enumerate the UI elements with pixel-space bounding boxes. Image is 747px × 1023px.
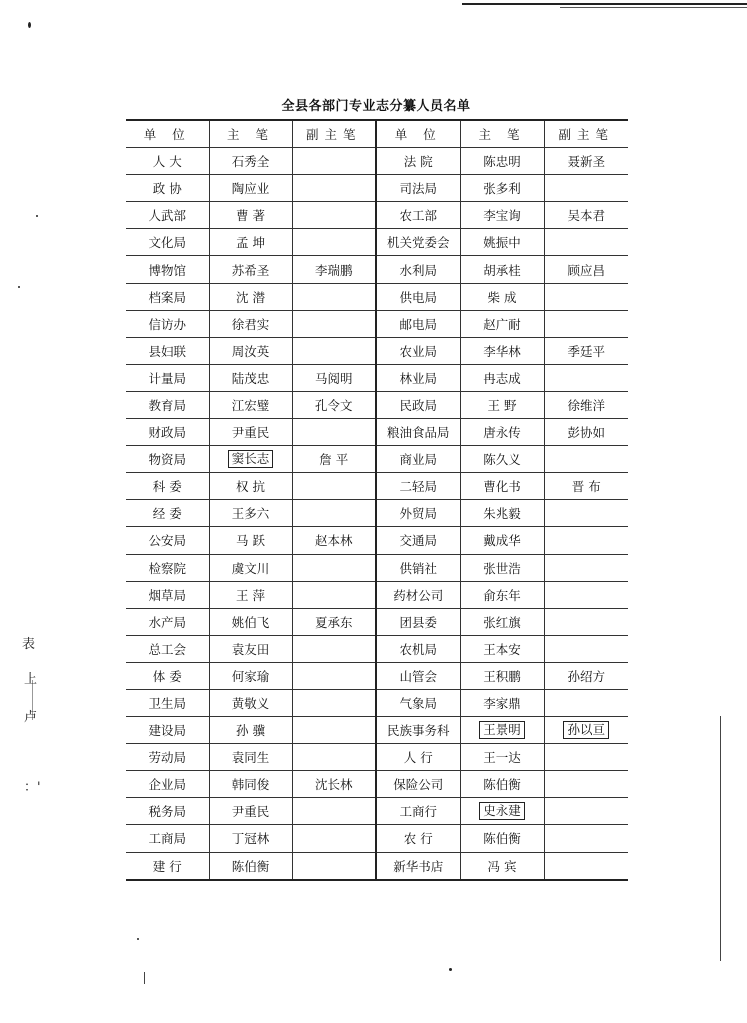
unit-cell: 博物馆 bbox=[126, 256, 209, 283]
table-row bbox=[126, 825, 628, 852]
unit-cell: 政 协 bbox=[126, 175, 209, 202]
unit-cell: 企业局 bbox=[126, 771, 209, 798]
deputy-writer-cell bbox=[292, 337, 376, 364]
deputy-writer-cell bbox=[292, 419, 376, 446]
deputy-writer-cell: 孔令文 bbox=[292, 391, 376, 418]
staff-table bbox=[126, 119, 628, 881]
unit-cell: 县妇联 bbox=[126, 337, 209, 364]
chief-writer-cell: 徐君实 bbox=[209, 310, 292, 337]
unit-cell: 信访办 bbox=[126, 310, 209, 337]
table-row bbox=[126, 608, 628, 635]
deputy-writer-cell bbox=[292, 283, 376, 310]
unit-cell: 卫生局 bbox=[126, 689, 209, 716]
table-row bbox=[126, 554, 628, 581]
chief-writer-cell bbox=[209, 446, 292, 473]
deputy-writer-cell bbox=[292, 310, 376, 337]
deputy-writer-cell bbox=[544, 364, 628, 391]
unit-cell: 药材公司 bbox=[376, 581, 460, 608]
deputy-writer-cell: 夏承东 bbox=[292, 608, 376, 635]
unit-cell: 总工会 bbox=[126, 635, 209, 662]
page-title: 全县各部门专业志分纂人员名单 bbox=[281, 99, 471, 114]
table-row bbox=[126, 148, 628, 175]
chief-writer-cell: 王 萍 bbox=[209, 581, 292, 608]
chief-writer-cell: 赵广耐 bbox=[460, 310, 544, 337]
deputy-writer-cell bbox=[292, 554, 376, 581]
chief-writer-cell: 陆茂忠 bbox=[209, 364, 292, 391]
chief-writer-cell: 陈伯衡 bbox=[460, 771, 544, 798]
scan-edge-line bbox=[462, 3, 747, 5]
deputy-writer-cell bbox=[292, 635, 376, 662]
chief-writer-cell: 何家瑜 bbox=[209, 662, 292, 689]
unit-cell: 新华书店 bbox=[376, 852, 460, 880]
column-header: 主 笔 bbox=[209, 120, 292, 148]
deputy-writer-cell bbox=[544, 852, 628, 880]
chief-writer-cell: 陈伯衡 bbox=[460, 825, 544, 852]
unit-cell: 科 委 bbox=[126, 473, 209, 500]
deputy-writer-cell bbox=[544, 527, 628, 554]
chief-writer-cell: 韩同俊 bbox=[209, 771, 292, 798]
margin-mark: ：' bbox=[24, 780, 41, 795]
chief-writer-cell: 黄敬义 bbox=[209, 689, 292, 716]
chief-writer-cell: 尹重民 bbox=[209, 419, 292, 446]
chief-writer-cell: 胡承桂 bbox=[460, 256, 544, 283]
scan-edge-line bbox=[560, 7, 747, 8]
deputy-writer-cell bbox=[544, 798, 628, 825]
chief-writer-cell: 袁同生 bbox=[209, 744, 292, 771]
unit-cell: 水利局 bbox=[376, 256, 460, 283]
unit-cell: 教育局 bbox=[126, 391, 209, 418]
chief-writer-cell: 俞东年 bbox=[460, 581, 544, 608]
chief-writer-cell: 孟 坤 bbox=[209, 229, 292, 256]
unit-cell: 团县委 bbox=[376, 608, 460, 635]
unit-cell: 气象局 bbox=[376, 689, 460, 716]
deputy-writer-cell bbox=[292, 852, 376, 880]
unit-cell: 商业局 bbox=[376, 446, 460, 473]
scan-edge-line bbox=[720, 716, 721, 961]
unit-cell: 农 行 bbox=[376, 825, 460, 852]
chief-writer-cell: 袁友田 bbox=[209, 635, 292, 662]
deputy-writer-cell bbox=[544, 689, 628, 716]
table-row bbox=[126, 473, 628, 500]
unit-cell: 文化局 bbox=[126, 229, 209, 256]
unit-cell: 农机局 bbox=[376, 635, 460, 662]
deputy-writer-cell: 聂新圣 bbox=[544, 148, 628, 175]
deputy-writer-cell bbox=[544, 310, 628, 337]
boxed-name: 史永建 bbox=[479, 802, 525, 820]
unit-cell: 粮油食品局 bbox=[376, 419, 460, 446]
chief-writer-cell: 权 抗 bbox=[209, 473, 292, 500]
margin-mark: 表 bbox=[22, 637, 36, 652]
deputy-writer-cell bbox=[292, 175, 376, 202]
deputy-writer-cell bbox=[292, 689, 376, 716]
unit-cell: 烟草局 bbox=[126, 581, 209, 608]
deputy-writer-cell bbox=[544, 608, 628, 635]
scan-speck bbox=[36, 215, 38, 217]
table-header-row bbox=[126, 120, 628, 148]
deputy-writer-cell: 徐维洋 bbox=[544, 391, 628, 418]
table-row bbox=[126, 202, 628, 229]
chief-writer-cell: 尹重民 bbox=[209, 798, 292, 825]
table-row bbox=[126, 310, 628, 337]
chief-writer-cell: 姚振中 bbox=[460, 229, 544, 256]
boxed-name: 孙以亘 bbox=[563, 721, 609, 739]
unit-cell: 体 委 bbox=[126, 662, 209, 689]
column-header: 单 位 bbox=[376, 120, 460, 148]
deputy-writer-cell bbox=[292, 581, 376, 608]
chief-writer-cell: 冯 宾 bbox=[460, 852, 544, 880]
chief-writer-cell: 李家鼎 bbox=[460, 689, 544, 716]
unit-cell: 邮电局 bbox=[376, 310, 460, 337]
chief-writer-cell: 王多六 bbox=[209, 500, 292, 527]
unit-cell: 人 行 bbox=[376, 744, 460, 771]
unit-cell: 司法局 bbox=[376, 175, 460, 202]
chief-writer-cell: 朱兆毅 bbox=[460, 500, 544, 527]
chief-writer-cell: 陈忠明 bbox=[460, 148, 544, 175]
deputy-writer-cell bbox=[544, 581, 628, 608]
chief-writer-cell: 陈久义 bbox=[460, 446, 544, 473]
table-row bbox=[126, 283, 628, 310]
deputy-writer-cell bbox=[544, 175, 628, 202]
deputy-writer-cell: 顾应昌 bbox=[544, 256, 628, 283]
table-row bbox=[126, 419, 628, 446]
chief-writer-cell: 周汝英 bbox=[209, 337, 292, 364]
deputy-writer-cell bbox=[292, 148, 376, 175]
chief-writer-cell: 孙 骥 bbox=[209, 717, 292, 744]
unit-cell: 水产局 bbox=[126, 608, 209, 635]
table-row bbox=[126, 771, 628, 798]
chief-writer-cell: 陈伯衡 bbox=[209, 852, 292, 880]
deputy-writer-cell: 马阅明 bbox=[292, 364, 376, 391]
unit-cell: 工商局 bbox=[126, 825, 209, 852]
deputy-writer-cell bbox=[292, 202, 376, 229]
unit-cell: 计量局 bbox=[126, 364, 209, 391]
chief-writer-cell: 李华林 bbox=[460, 337, 544, 364]
table-row bbox=[126, 229, 628, 256]
table-row bbox=[126, 391, 628, 418]
chief-writer-cell: 沈 潜 bbox=[209, 283, 292, 310]
deputy-writer-cell: 季廷平 bbox=[544, 337, 628, 364]
chief-writer-cell: 张世浩 bbox=[460, 554, 544, 581]
unit-cell: 税务局 bbox=[126, 798, 209, 825]
column-header: 主 笔 bbox=[460, 120, 544, 148]
table-row bbox=[126, 175, 628, 202]
scan-speck bbox=[449, 968, 452, 971]
deputy-writer-cell: 沈长林 bbox=[292, 771, 376, 798]
deputy-writer-cell bbox=[544, 229, 628, 256]
chief-writer-cell: 张多利 bbox=[460, 175, 544, 202]
table-row bbox=[126, 581, 628, 608]
unit-cell: 农业局 bbox=[376, 337, 460, 364]
deputy-writer-cell bbox=[544, 446, 628, 473]
chief-writer-cell bbox=[460, 717, 544, 744]
chief-writer-cell: 姚伯飞 bbox=[209, 608, 292, 635]
chief-writer-cell: 王本安 bbox=[460, 635, 544, 662]
boxed-name: 王景明 bbox=[479, 721, 525, 739]
unit-cell: 财政局 bbox=[126, 419, 209, 446]
chief-writer-cell: 李宝询 bbox=[460, 202, 544, 229]
deputy-writer-cell bbox=[544, 635, 628, 662]
deputy-writer-cell bbox=[292, 744, 376, 771]
deputy-writer-cell bbox=[292, 229, 376, 256]
unit-cell: 物资局 bbox=[126, 446, 209, 473]
chief-writer-cell: 张红旗 bbox=[460, 608, 544, 635]
unit-cell: 法 院 bbox=[376, 148, 460, 175]
chief-writer-cell: 马 跃 bbox=[209, 527, 292, 554]
chief-writer-cell: 江宏璧 bbox=[209, 391, 292, 418]
unit-cell: 建 行 bbox=[126, 852, 209, 880]
table-row bbox=[126, 256, 628, 283]
scan-speck bbox=[28, 22, 31, 28]
table-row bbox=[126, 662, 628, 689]
deputy-writer-cell bbox=[544, 717, 628, 744]
unit-cell: 人 大 bbox=[126, 148, 209, 175]
chief-writer-cell: 苏希圣 bbox=[209, 256, 292, 283]
unit-cell: 民族事务科 bbox=[376, 717, 460, 744]
margin-mark: 上 bbox=[24, 672, 38, 687]
unit-cell: 人武部 bbox=[126, 202, 209, 229]
table-row bbox=[126, 689, 628, 716]
unit-cell: 交通局 bbox=[376, 527, 460, 554]
deputy-writer-cell bbox=[544, 283, 628, 310]
unit-cell: 林业局 bbox=[376, 364, 460, 391]
deputy-writer-cell: 赵本林 bbox=[292, 527, 376, 554]
chief-writer-cell: 柴 成 bbox=[460, 283, 544, 310]
scan-speck bbox=[137, 938, 139, 940]
chief-writer-cell: 王一达 bbox=[460, 744, 544, 771]
chief-writer-cell: 唐永传 bbox=[460, 419, 544, 446]
unit-cell: 劳动局 bbox=[126, 744, 209, 771]
unit-cell: 供电局 bbox=[376, 283, 460, 310]
deputy-writer-cell: 詹 平 bbox=[292, 446, 376, 473]
chief-writer-cell: 曹 著 bbox=[209, 202, 292, 229]
chief-writer-cell: 王积鹏 bbox=[460, 662, 544, 689]
deputy-writer-cell bbox=[544, 771, 628, 798]
deputy-writer-cell: 吴本君 bbox=[544, 202, 628, 229]
unit-cell: 检察院 bbox=[126, 554, 209, 581]
deputy-writer-cell bbox=[544, 825, 628, 852]
unit-cell: 农工部 bbox=[376, 202, 460, 229]
deputy-writer-cell bbox=[292, 473, 376, 500]
chief-writer-cell: 虞文川 bbox=[209, 554, 292, 581]
unit-cell: 二轻局 bbox=[376, 473, 460, 500]
table-row bbox=[126, 744, 628, 771]
deputy-writer-cell bbox=[544, 744, 628, 771]
chief-writer-cell: 陶应业 bbox=[209, 175, 292, 202]
unit-cell: 山管会 bbox=[376, 662, 460, 689]
deputy-writer-cell: 彭协如 bbox=[544, 419, 628, 446]
unit-cell: 建设局 bbox=[126, 717, 209, 744]
scan-edge-line bbox=[144, 972, 145, 984]
unit-cell: 供销社 bbox=[376, 554, 460, 581]
chief-writer-cell: 冉志成 bbox=[460, 364, 544, 391]
deputy-writer-cell bbox=[292, 717, 376, 744]
unit-cell: 机关党委会 bbox=[376, 229, 460, 256]
column-header: 副主笔 bbox=[544, 120, 628, 148]
chief-writer-cell: 丁冠林 bbox=[209, 825, 292, 852]
deputy-writer-cell bbox=[292, 500, 376, 527]
boxed-name: 窦长志 bbox=[228, 450, 274, 468]
table-row bbox=[126, 635, 628, 662]
table-row bbox=[126, 364, 628, 391]
unit-cell: 工商行 bbox=[376, 798, 460, 825]
table-row bbox=[126, 527, 628, 554]
unit-cell: 公安局 bbox=[126, 527, 209, 554]
margin-mark: 卢 bbox=[24, 710, 38, 725]
chief-writer-cell: 戴成华 bbox=[460, 527, 544, 554]
deputy-writer-cell: 孙绍方 bbox=[544, 662, 628, 689]
column-header: 副主笔 bbox=[292, 120, 376, 148]
deputy-writer-cell: 晋 布 bbox=[544, 473, 628, 500]
table-row bbox=[126, 446, 628, 473]
chief-writer-cell: 王 野 bbox=[460, 391, 544, 418]
unit-cell: 档案局 bbox=[126, 283, 209, 310]
scan-speck bbox=[18, 286, 20, 288]
deputy-writer-cell: 李瑞鹏 bbox=[292, 256, 376, 283]
column-header: 单 位 bbox=[126, 120, 209, 148]
table-row bbox=[126, 337, 628, 364]
unit-cell: 外贸局 bbox=[376, 500, 460, 527]
table-row bbox=[126, 852, 628, 880]
table-row bbox=[126, 500, 628, 527]
chief-writer-cell: 曹化书 bbox=[460, 473, 544, 500]
unit-cell: 民政局 bbox=[376, 391, 460, 418]
deputy-writer-cell bbox=[292, 798, 376, 825]
unit-cell: 保险公司 bbox=[376, 771, 460, 798]
deputy-writer-cell bbox=[292, 662, 376, 689]
table-row bbox=[126, 798, 628, 825]
chief-writer-cell bbox=[460, 798, 544, 825]
deputy-writer-cell bbox=[544, 500, 628, 527]
deputy-writer-cell bbox=[292, 825, 376, 852]
chief-writer-cell: 石秀全 bbox=[209, 148, 292, 175]
unit-cell: 经 委 bbox=[126, 500, 209, 527]
table-row bbox=[126, 717, 628, 744]
deputy-writer-cell bbox=[544, 554, 628, 581]
